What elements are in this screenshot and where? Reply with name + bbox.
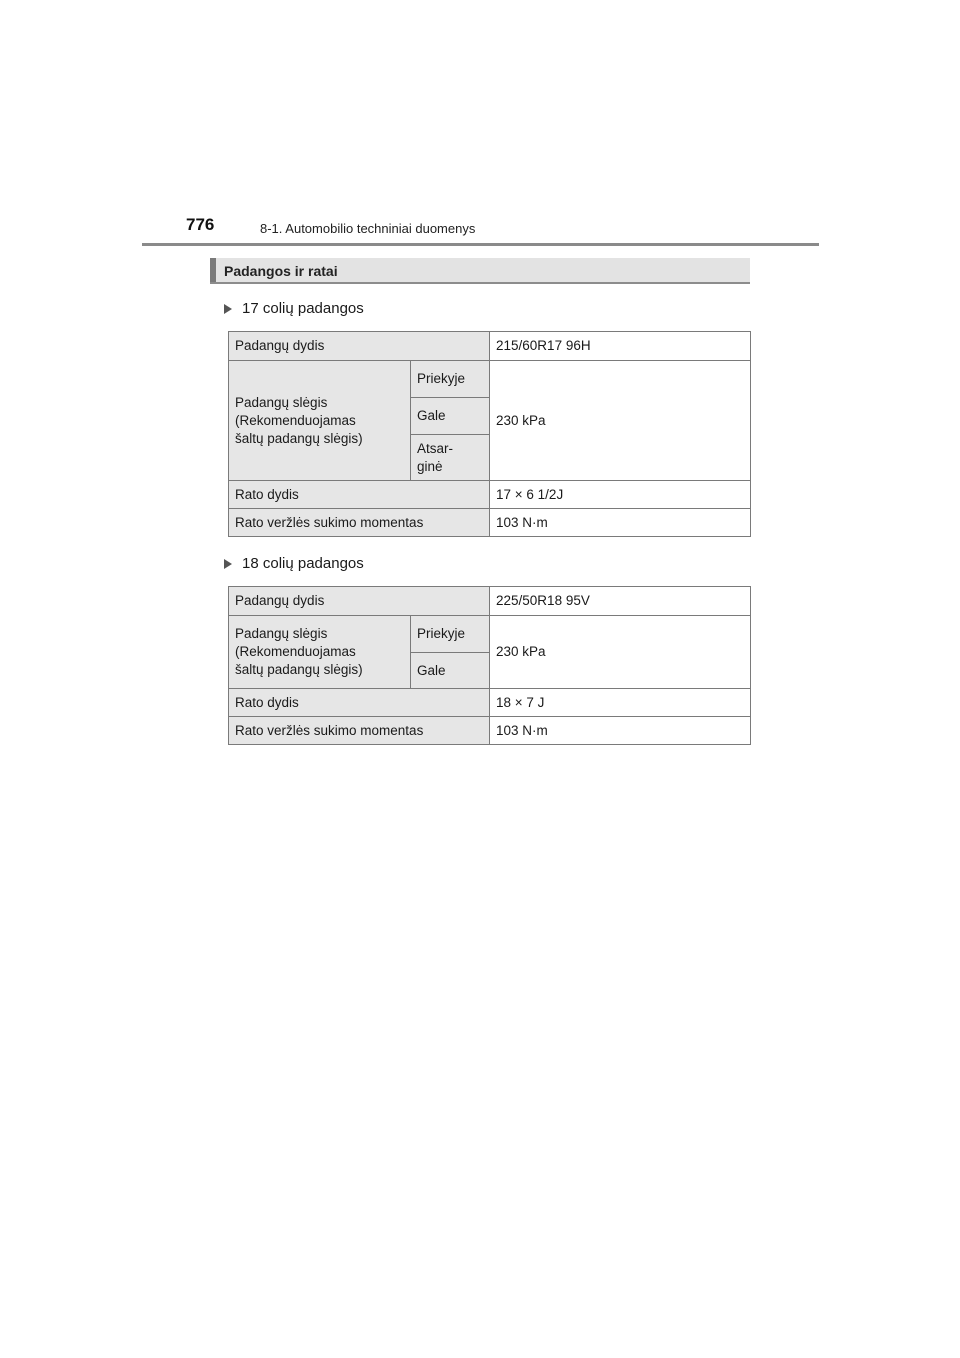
- rear-label: Gale: [411, 653, 490, 689]
- header-rule: [142, 243, 819, 246]
- section-heading-label: Padangos ir ratai: [224, 263, 338, 279]
- spare-label-line: Atsar-: [417, 440, 454, 456]
- wheel-size-label: Rato dydis: [229, 689, 490, 717]
- spare-label: [411, 435, 490, 481]
- subheading-17-label: 17 colių padangos: [242, 300, 364, 317]
- tire-pressure-label: [229, 616, 411, 689]
- torque-label: Rato veržlės sukimo momentas: [229, 509, 490, 537]
- spare-label-line: ginė: [417, 458, 443, 474]
- tire-table-17: [228, 331, 751, 537]
- triangle-bullet-icon: [224, 559, 232, 569]
- table-row: [229, 717, 751, 745]
- wheel-size-label: Rato dydis: [229, 481, 490, 509]
- wheel-size-value: 18 × 7 J: [490, 689, 751, 717]
- tire-size-label: Padangų dydis: [229, 587, 490, 616]
- torque-label: Rato veržlės sukimo momentas: [229, 717, 490, 745]
- rear-label: Gale: [411, 398, 490, 435]
- table-row: [229, 689, 751, 717]
- section-heading: [210, 258, 750, 284]
- tire-pressure-label-line: šaltų padangų slėgis): [235, 662, 363, 677]
- front-label: Priekyje: [411, 361, 490, 398]
- table-row: [229, 481, 751, 509]
- tire-pressure-label-line: (Rekomenduojamas: [235, 412, 356, 428]
- tire-size-label: Padangų dydis: [229, 332, 490, 361]
- tire-pressure-label-line: Padangų slėgis: [235, 394, 328, 410]
- table-row: [229, 332, 751, 361]
- pressure-value: 230 kPa: [490, 616, 751, 689]
- subheading-18: [224, 555, 364, 572]
- table-row: [229, 616, 751, 653]
- triangle-bullet-icon: [224, 304, 232, 314]
- torque-value: 103 N·m: [490, 717, 751, 745]
- wheel-size-value: 17 × 6 1/2J: [490, 481, 751, 509]
- heading-accent: [210, 258, 216, 282]
- front-label: Priekyje: [411, 616, 490, 653]
- tire-table-18: [228, 586, 751, 745]
- subheading-17: [224, 300, 364, 317]
- table-row: [229, 587, 751, 616]
- tire-size-value: 215/60R17 96H: [490, 332, 751, 361]
- tire-pressure-label-line: Padangų slėgis: [235, 626, 328, 641]
- torque-value: 103 N·m: [490, 509, 751, 537]
- tire-pressure-label: [229, 361, 411, 481]
- section-title: 8-1. Automobilio techniniai duomenys: [260, 221, 476, 236]
- table-row: [229, 361, 751, 398]
- pressure-value: 230 kPa: [490, 361, 751, 481]
- subheading-18-label: 18 colių padangos: [242, 555, 364, 572]
- table-row: [229, 509, 751, 537]
- tire-pressure-label-line: (Rekomenduojamas: [235, 644, 356, 659]
- page-number: 776: [186, 215, 215, 234]
- tire-pressure-label-line: šaltų padangų slėgis): [235, 430, 363, 446]
- tire-size-value: 225/50R18 95V: [490, 587, 751, 616]
